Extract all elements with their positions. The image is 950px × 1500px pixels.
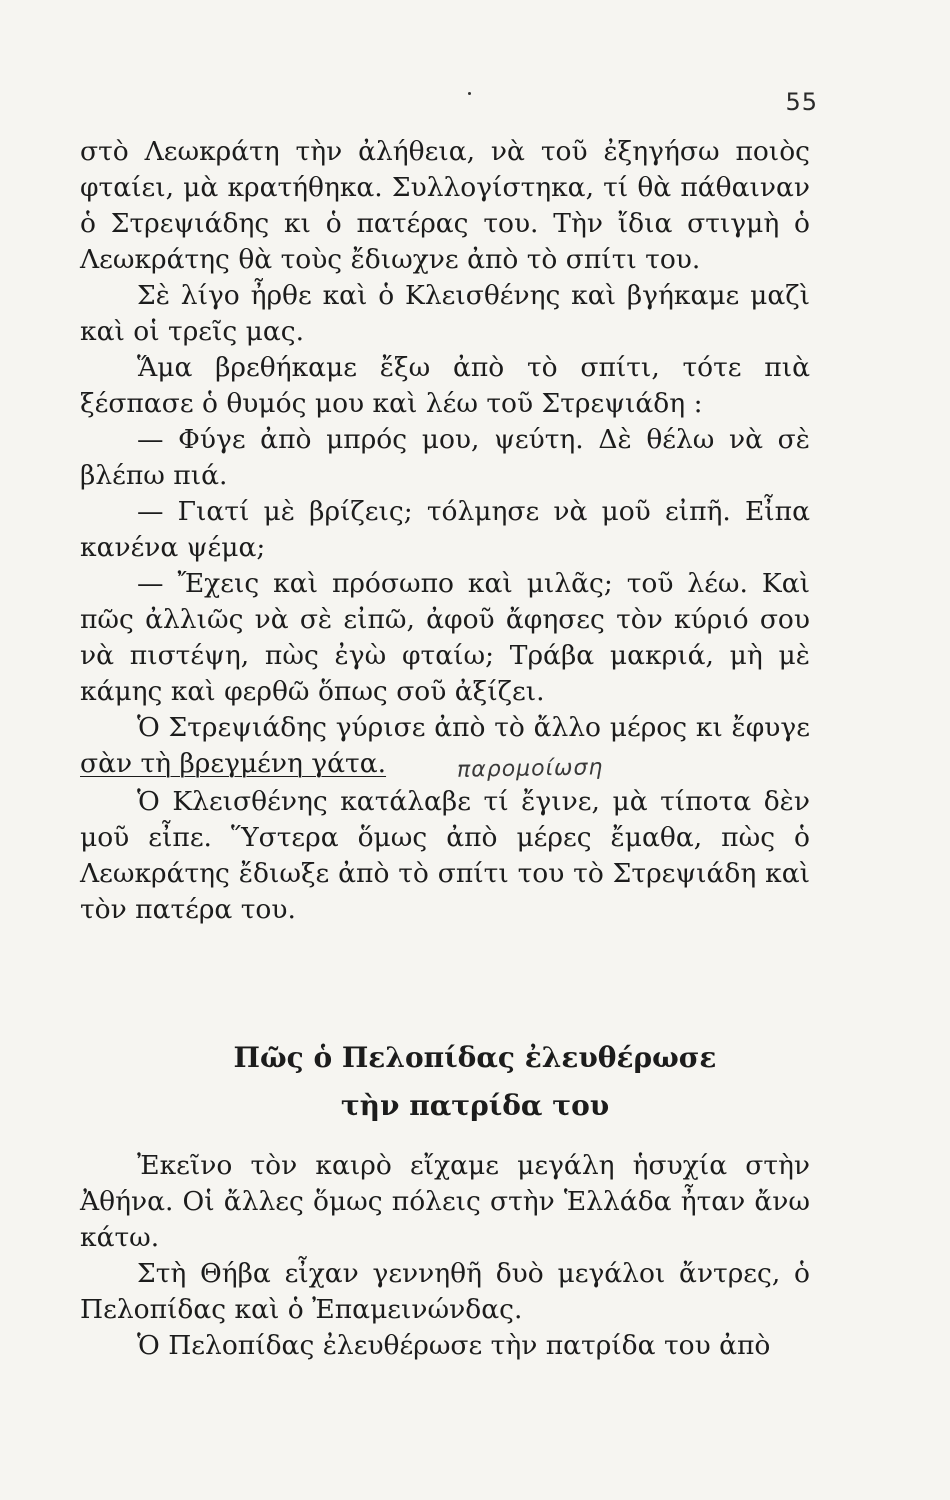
underlined-phrase: σὰν τὴ βρεγμένη γάτα. xyxy=(80,748,387,779)
section-title xyxy=(80,1034,870,1130)
print-speck xyxy=(468,92,471,95)
handwritten-annotation: παρομοίωση xyxy=(456,755,604,783)
paragraph: Ὁ Κλεισθένης κατάλαβε τί ἔγινε, μὰ τίποτα δὲν μοῦ εἶπε. Ὕστερα ὅμως ἀπὸ μέρες ἔμαθα, πὼς ὁ Λεωκράτης ἔδιωξε ἀπὸ τὸ σπίτι του τὸ Στρεψιάδη καὶ τὸν πατέρα του. xyxy=(80,786,810,925)
page-number: 55 xyxy=(785,88,818,116)
section-text xyxy=(80,1148,810,1364)
section-paragraph: Ἐκεῖνο τὸν καιρὸ εἴχαμε μεγάλη ἡσυχία στὴν Ἀθήνα. Οἱ ἄλλες ὅμως πόλεις στὴν Ἑλλάδα ἦταν ἄνω κάτω. xyxy=(80,1150,810,1253)
dialogue-paragraph: — Ἔχεις καὶ πρόσωπο καὶ μιλᾶς; τοῦ λέω. Καὶ πῶς ἀλλιῶς νὰ σὲ εἰπῶ, ἀφοῦ ἄφησες τὸν κύριό σου νὰ πιστέψη, πὼς ἐγὼ φταίω; Τράβα μακριά, μὴ μὲ κάμης καὶ φερθῶ ὅπως σοῦ ἀξίζει. xyxy=(80,568,810,707)
section-paragraph: Ὁ Πελοπίδας ἐλευθέρωσε τὴν πατρίδα του ἀπὸ xyxy=(137,1330,771,1361)
paragraph: Ἅμα βρεθήκαμε ἔξω ἀπὸ τὸ σπίτι, τότε πιὰ ξέσπασε ὁ θυμός μου καὶ λέω τοῦ Στρεψιάδη : xyxy=(80,352,810,419)
section-title-line-1: Πῶς ὁ Πελοπίδας ἐλευθέρωσε xyxy=(233,1041,717,1074)
paragraph-with-handnote xyxy=(80,710,810,784)
paragraph: Σὲ λίγο ἦρθε καὶ ὁ Κλεισθένης καὶ βγήκαμε μαζὶ καὶ οἱ τρεῖς μας. xyxy=(80,280,810,347)
section-paragraph: Στὴ Θήβα εἶχαν γεννηθῆ δυὸ μεγάλοι ἄντρες, ὁ Πελοπίδας καὶ ὁ Ἐπαμεινώνδας. xyxy=(80,1258,810,1325)
body-text xyxy=(80,134,810,928)
paragraph-text: Ὁ Στρεψιάδης γύρισε ἀπὸ τὸ ἄλλο μέρος κι ἔφυγε xyxy=(137,712,810,743)
dialogue-paragraph: — Γιατί μὲ βρίζεις; τόλμησε νὰ μοῦ εἰπῆ. Εἶπα κανένα ψέμα; xyxy=(80,496,810,563)
dialogue-paragraph: — Φύγε ἀπὸ μπρός μου, ψεύτη. Δὲ θέλω νὰ σὲ βλέπω πιά. xyxy=(80,424,810,491)
section-title-line-2: τὴν πατρίδα του xyxy=(340,1089,610,1122)
paragraph: στὸ Λεωκράτη τὴν ἀλήθεια, νὰ τοῦ ἐξηγήσω ποιὸς φταίει, μὰ κρατήθηκα. Συλλογίστηκα, τί θὰ πάθαιναν ὁ Στρεψιάδης κι ὁ πατέρας του. Τὴν ἴδια στιγμὴ ὁ Λεωκράτης θὰ τοὺς ἔδιωχνε ἀπὸ τὸ σπίτι του. xyxy=(80,136,810,275)
